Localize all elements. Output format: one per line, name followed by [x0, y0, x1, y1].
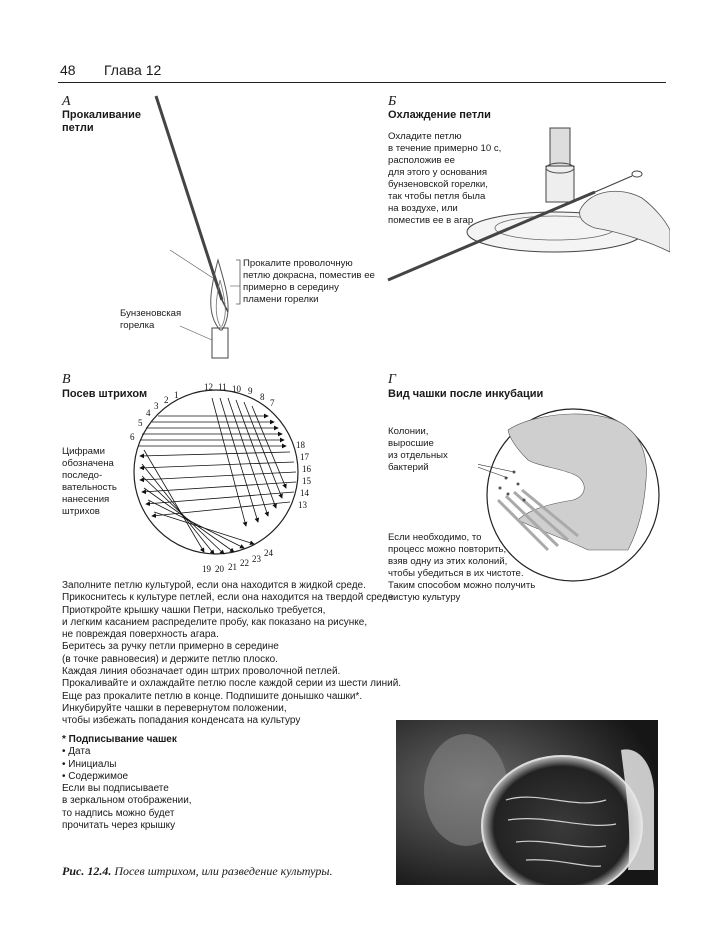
streak-number: 14	[300, 488, 309, 498]
streak-number: 15	[302, 476, 311, 486]
sequence-note: Цифрами обозначена последо- вательность нанесения штрихов	[62, 446, 117, 517]
panel-a-title: Прокаливание петли	[62, 109, 141, 134]
burner-tube	[212, 328, 228, 358]
panel-b-letter: Б	[388, 94, 397, 109]
streak-number: 17	[300, 452, 309, 462]
colonies-label: Колонии, выросшие из отдельных бактерий	[388, 426, 448, 473]
streak-number: 22	[240, 558, 249, 568]
streak-number: 18	[296, 440, 305, 450]
streak-number: 7	[270, 398, 275, 408]
streak-number: 16	[302, 464, 311, 474]
labeling-block: * Подписывание чашек • Дата • Инициалы • Содержимое Если вы подписываете в зеркальном отображении, то надпись можно будет прочитать через крышку	[62, 734, 192, 832]
labeling-item: • Инициалы	[62, 758, 117, 770]
panel-c-title: Посев штрихом	[62, 388, 148, 400]
labeling-item: • Содержимое	[62, 770, 129, 782]
panel-d-title: Вид чашки после инкубации	[388, 388, 544, 400]
cooling-illustration	[380, 120, 670, 300]
streak-number: 1	[174, 390, 179, 400]
streak-number: 10	[232, 384, 241, 394]
instructions: Заполните петлю культурой, если она находится в жидкой среде. Прикоснитесь к культуре петлей, если она находится на твердой среде. Приоткройте крышку чашки Петри, насколько требуется, и легким касанием распределите пробу, как показано на рисунке, не повреждая поверхность агара. Беритесь за ручку петли примерно в середине (в точке равновесия) и держите петлю плоско. Каждая линия обозначает один штрих проволочной петлей. Прокаливайте и охлаждайте петлю после каждой серии из шести линий. Еще раз прокалите петлю в конце. Подпишите донышко чашки*. Инкубируйте чашки в перевернутом положении, чтобы избежать попадания конденсата на культуру	[62, 580, 402, 727]
streak-number: 24	[264, 548, 273, 558]
petri-dish-photo	[396, 720, 658, 885]
streak-number: 5	[138, 418, 143, 428]
caption-text: Посев штрихом, или разведение культуры.	[114, 864, 333, 878]
labeling-title: * Подписывание чашек	[62, 734, 177, 745]
streak-number: 3	[154, 401, 159, 411]
streak-number: 21	[228, 562, 237, 572]
streak-number: 4	[146, 408, 151, 418]
cooling-note: Охладите петлю в течение примерно 10 с, расположив ее для этого у основания бунзеновской горелки, так чтобы петля была на воздухе, или поместив ее в агар	[388, 131, 502, 226]
flame-note: Прокалите проволочную петлю докрасна, поместив ее примерно в середину пламени горелки	[243, 258, 375, 305]
burner-label: Бунзеновская горелка	[120, 308, 182, 331]
streak-number: 13	[298, 500, 307, 510]
streak-number: 20	[215, 564, 224, 574]
panel-b-title: Охлаждение петли	[388, 109, 491, 121]
streak-number: 19	[202, 564, 211, 574]
streak-number: 23	[252, 554, 261, 564]
streak-number: 8	[260, 392, 265, 402]
panel-d-letter: Г	[388, 372, 396, 387]
chapter-title: Глава 12	[104, 62, 162, 78]
figure-caption	[62, 864, 332, 879]
repeat-note: Если необходимо, то процесс можно повторить, взяв одну из этих колоний, чтобы убедиться в их чистоте. Таким способом можно получить чистую культуру	[388, 532, 536, 603]
panel-c-letter: В	[62, 372, 71, 387]
labeling-item: • Дата	[62, 746, 91, 758]
page-number: 48	[60, 62, 76, 78]
caption-label: Рис. 12.4.	[62, 864, 112, 878]
streak-number: 2	[164, 395, 169, 405]
streak-number: 9	[248, 386, 253, 396]
streak-number: 6	[130, 432, 135, 442]
dish-shape	[482, 756, 642, 885]
streak-diagram	[118, 376, 318, 576]
streak-number: 12	[204, 382, 213, 392]
panel-a-letter: А	[62, 94, 71, 109]
streak-number: 11	[218, 382, 227, 392]
header-rule	[58, 82, 666, 83]
loop-rod	[156, 96, 222, 300]
